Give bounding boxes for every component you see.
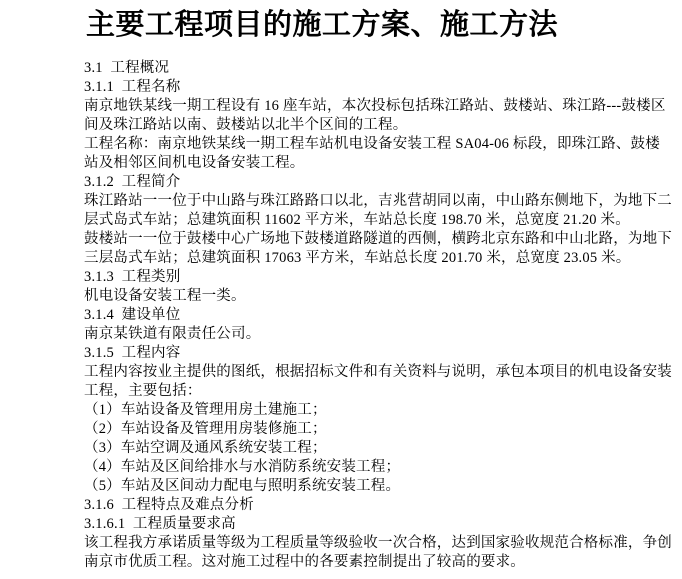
text-line: 3.1.3 工程类别 bbox=[84, 269, 181, 285]
text-line: 3.1.2 工程简介 bbox=[84, 174, 181, 190]
text-line: 南京某铁道有限责任公司。 bbox=[84, 326, 261, 342]
text-line: 3.1.4 建设单位 bbox=[84, 307, 181, 323]
text-line: 3.1.6.1 工程质量要求高 bbox=[84, 516, 236, 532]
text-line: （3）车站空调及通风系统安装工程； bbox=[84, 440, 327, 456]
text-line: （1）车站设备及管理用房土建施工； bbox=[84, 402, 327, 418]
text-line: 机电设备安装工程一类。 bbox=[84, 288, 246, 304]
text-line: 3.1 工程概况 bbox=[84, 60, 170, 76]
text-line: 3.1.5 工程内容 bbox=[84, 345, 181, 361]
text-line: 间及珠江路站以南、鼓楼站以北半个区间的工程。 bbox=[84, 117, 408, 133]
text-line: 3.1.1 工程名称 bbox=[84, 79, 181, 95]
text-line: 工程，主要包括： bbox=[84, 383, 202, 399]
text-line: 工程内容按业主提供的图纸，根据招标文件和有关资料与说明，承包本项目的机电设备安装 bbox=[84, 364, 672, 380]
text-line: 南京地铁某线一期工程设有 16 座车站，本次投标包括珠江路站、鼓楼站、珠江路---鼓楼区 bbox=[84, 98, 666, 114]
text-line: （4）车站及区间给排水与水消防系统安装工程； bbox=[84, 459, 401, 475]
text-line: 鼓楼站一一位于鼓楼中心广场地下鼓楼道路隧道的西侧，横跨北京东路和中山北路，为地下 bbox=[84, 231, 672, 247]
document-title: 主要工程项目的施工方案、施工方法 bbox=[86, 9, 559, 41]
text-line: 3.1.6 工程特点及难点分析 bbox=[84, 497, 254, 513]
text-line: 南京市优质工程。这对施工过程中的各要素控制提出了较高的要求。 bbox=[84, 554, 525, 570]
text-line: （2）车站设备及管理用房装修施工； bbox=[84, 421, 327, 437]
text-line: 该工程我方承诺质量等级为工程质量等级验收一次合格，达到国家验收规范合格标准，争创 bbox=[84, 535, 672, 551]
text-line: 站及相邻区间机电设备安装工程。 bbox=[84, 155, 305, 171]
text-line: 三层岛式车站；总建筑面积 17063 平方米，车站总长度 201.70 米，总宽度 23.05 米。 bbox=[84, 250, 631, 266]
text-line: 层式岛式车站；总建筑面积 11602 平方米，车站总长度 198.70 米，总宽度 21.20 米。 bbox=[84, 212, 630, 228]
text-line: 珠江路站一一位于中山路与珠江路路口以北，吉兆营胡同以南，中山路东侧地下，为地下二 bbox=[84, 193, 672, 209]
text-line: 工程名称：南京地铁某线一期工程车站机电设备安装工程 SA04-06 标段，即珠江路、鼓楼 bbox=[84, 136, 660, 152]
text-line: （5）车站及区间动力配电与照明系统安装工程。 bbox=[84, 478, 401, 494]
document-body bbox=[84, 59, 672, 572]
